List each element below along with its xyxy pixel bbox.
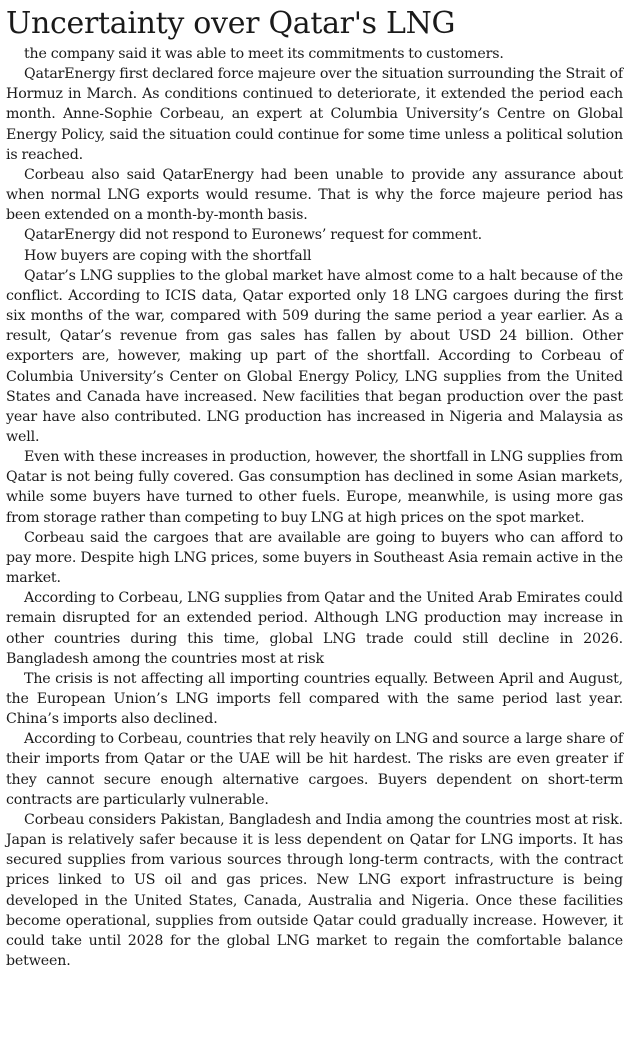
article-paragraph: QatarEnergy first declared force majeure over the situation surrounding the Strait of Hormuz in March. As conditions continued to deteriorate, it extended the period each month. Anne-Sophie Corbeau, an expert at Columbia University’s Centre on Global Energy Policy, said the situation could continue for some time unless a political solution is reached. [6,66,623,163]
article-paragraph: Even with these increases in production, however, the shortfall in LNG supplies from Qatar is not being fully covered. Gas consumption has declined in some Asian markets, while some buyers have turned to other fuels. Europe, meanwhile, is using more gas from storage rather than competing to buy LNG at high prices on the spot market. [6,449,623,526]
article-paragraph: the company said it was able to meet its commitments to customers. [24,46,504,62]
article-paragraph: Corbeau said the cargoes that are available are going to buyers who can afford to pay more. Despite high LNG prices, some buyers in Southeast Asia remain active in the market. [6,529,623,587]
article-paragraph: According to Corbeau, LNG supplies from Qatar and the United Arab Emirates could remain disrupted for an extended period. Although LNG production may increase in other countries during this time, global LNG trade could still decline in 2026. Bangladesh among the countries most at risk [6,590,623,667]
article-headline: Uncertainty over Qatar's LNG [6,6,456,41]
article-paragraph: Corbeau also said QatarEnergy had been unable to provide any assurance about when normal LNG exports would resume. That is why the force majeure period has been extended on a month-by-month basis. [6,166,623,224]
article-subheading: How buyers are coping with the shortfall [24,247,312,264]
article-paragraph: Corbeau considers Pakistan, Bangladesh and India among the countries most at risk. Japan is relatively safer because it is less dependent on Qatar for LNG imports. It has secured supplies from various sources through long-term contracts, with the contract prices linked to US oil and gas prices. New LNG export infrastructure is being developed in the United States, Canada, Australia and Nigeria. Once these facilities become operational, supplies from outside Qatar could gradually increase. However, it could take until 2028 for the global LNG market to regain the comfortable balance between. [6,811,623,970]
article-body [6,44,623,971]
article-paragraph: Qatar’s LNG supplies to the global market have almost come to a halt because of the conflict. According to ICIS data, Qatar exported only 18 LNG cargoes during the first six months of the war, compared with 509 during the same period a year earlier. As a result, Qatar’s revenue from gas sales has fallen by about USD 24 billion. Other exporters are, however, making up part of the shortfall. According to Corbeau of Columbia University’s Center on Global Energy Policy, LNG supplies from the United States and Canada have increased. New facilities that began production over the past year have also contributed. LNG production has increased in Nigeria and Malaysia as well. [6,267,623,445]
article-paragraph: QatarEnergy did not respond to Euronews’ request for comment. [24,227,482,244]
article-paragraph: The crisis is not affecting all importing countries equally. Between April and August, the European Union’s LNG imports fell compared with the same period last year. China’s imports also declined. [6,670,623,728]
article-paragraph: According to Corbeau, countries that rely heavily on LNG and source a large share of their imports from Qatar or the UAE will be hit hardest. The risks are even greater if they cannot secure enough alternative cargoes. Buyers dependent on short-term contracts are particularly vulnerable. [6,731,623,808]
